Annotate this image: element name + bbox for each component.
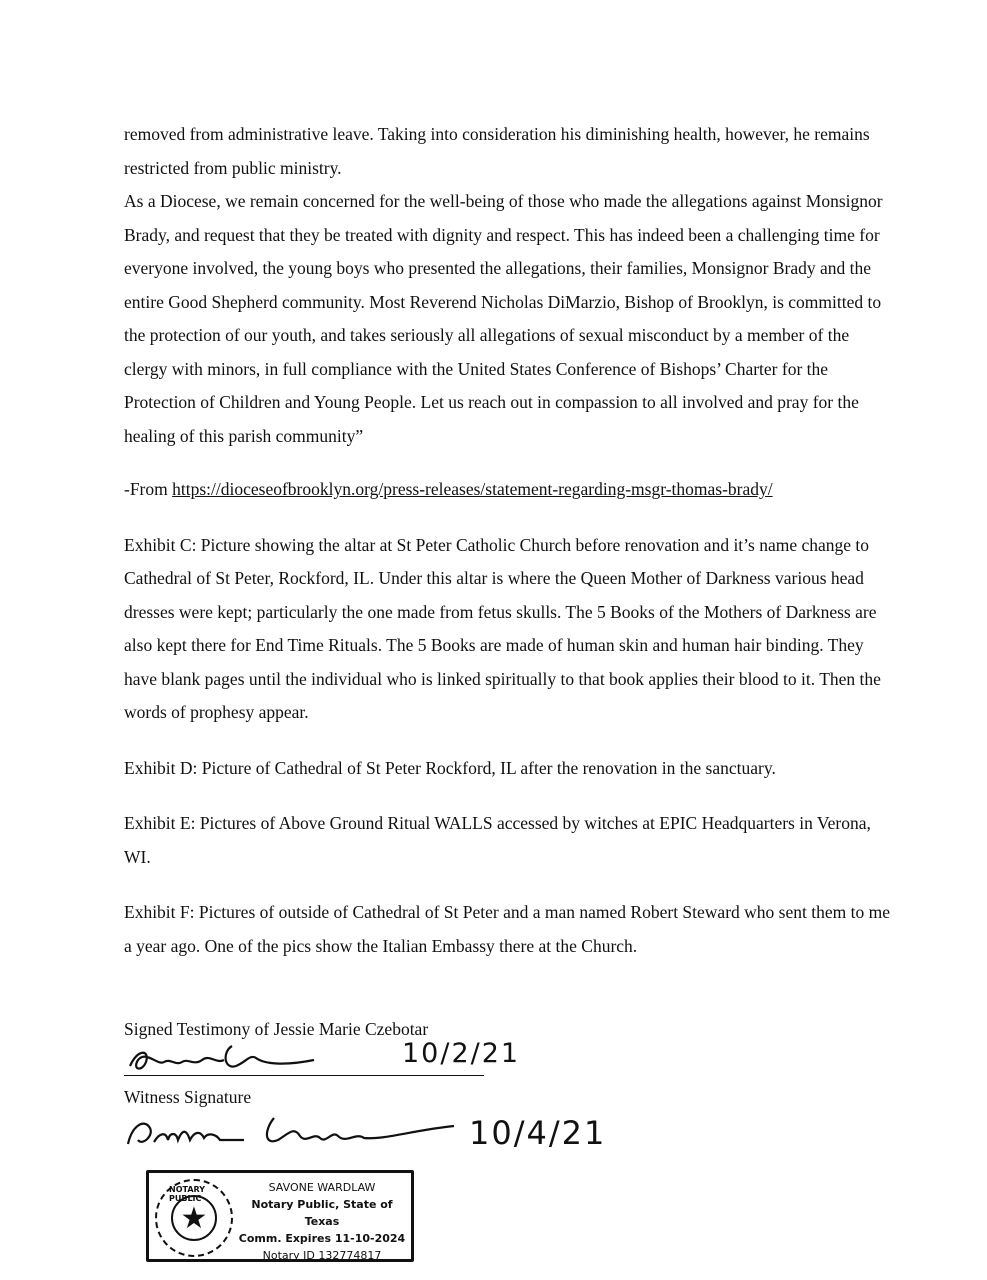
testimony-signature (124, 1036, 354, 1078)
exhibit-f: Exhibit F: Pictures of outside of Cathedral of St Peter and a man named Robert Steward who sent them to me a year ago. One of the pics show the Italian Embassy there at the Church. (124, 902, 890, 956)
seal-text: NOTARY PUBLIC (169, 1185, 206, 1203)
notary-stamp (146, 1170, 414, 1262)
notary-id: Notary ID 132774817 (262, 1249, 382, 1262)
witness-signature (124, 1106, 464, 1154)
source-link[interactable]: https://dioceseofbrooklyn.org/press-releases/statement-regarding-msgr-thomas-brady/ (172, 479, 773, 499)
testimony-signature-line (124, 1075, 484, 1076)
notary-details (235, 1179, 409, 1264)
star-icon: ★ (171, 1195, 217, 1241)
exhibit-d: Exhibit D: Picture of Cathedral of St Peter Rockford, IL after the renovation in the sanctuary. (124, 757, 776, 778)
source-prefix: -From (124, 479, 173, 499)
document-body (124, 118, 894, 963)
paragraph-diocese-statement: As a Diocese, we remain concerned for the well-being of those who made the allegations against Monsignor Brady, and request that they be treated with dignity and respect. This has indeed been a challenging time for everyone involved, the young boys who presented the allegations, their families, Monsignor Brady and the entire Good Shepherd community. Most Reverend Nicholas DiMarzio, Bishop of Brooklyn, is committed to the protection of our youth, and takes seriously all allegations of sexual misconduct by a member of the clergy with minors, in full compliance with the United States Conference of Bishops’ Charter for the Protection of Children and Young People. Let us reach out in compassion to all involved and pray for the healing of this parish community” (124, 191, 883, 446)
notary-title: Notary Public, State of Texas (251, 1198, 393, 1228)
signature-block (124, 1018, 884, 1278)
exhibit-e: Exhibit E: Pictures of Above Ground Ritual WALLS accessed by witches at EPIC Headquarters in Verona, WI. (124, 813, 871, 867)
notary-seal (155, 1179, 233, 1257)
testimony-label: Signed Testimony of Jessie Marie Czebotar (124, 1019, 429, 1039)
exhibit-c: Exhibit C: Picture showing the altar at St Peter Catholic Church before renovation and it’s name change to Cathedral of St Peter, Rockford, IL. Under this altar is where the Queen Mother of Darkness various head dresses were kept; particularly the one made from fetus skulls. The 5 Books of the Mothers of Darkness are also kept there for End Time Rituals. The 5 Books are made of human skin and human hair binding. They have blank pages until the individual who is linked spiritually to that book applies their blood to it. Then the words of prophesy appear. (124, 534, 881, 722)
witness-date: 10/4/21 (469, 1114, 607, 1152)
witness-label: Witness Signature (124, 1087, 252, 1107)
notary-expiration: Comm. Expires 11-10-2024 (238, 1232, 406, 1245)
testimony-date: 10/2/21 (402, 1038, 521, 1069)
notary-name: SAVONE WARDLAW (268, 1181, 376, 1194)
source-citation (124, 473, 894, 507)
paragraph-continuation: removed from administrative leave. Taking into consideration his diminishing health, however, he remains restricted from public ministry. (124, 124, 870, 178)
